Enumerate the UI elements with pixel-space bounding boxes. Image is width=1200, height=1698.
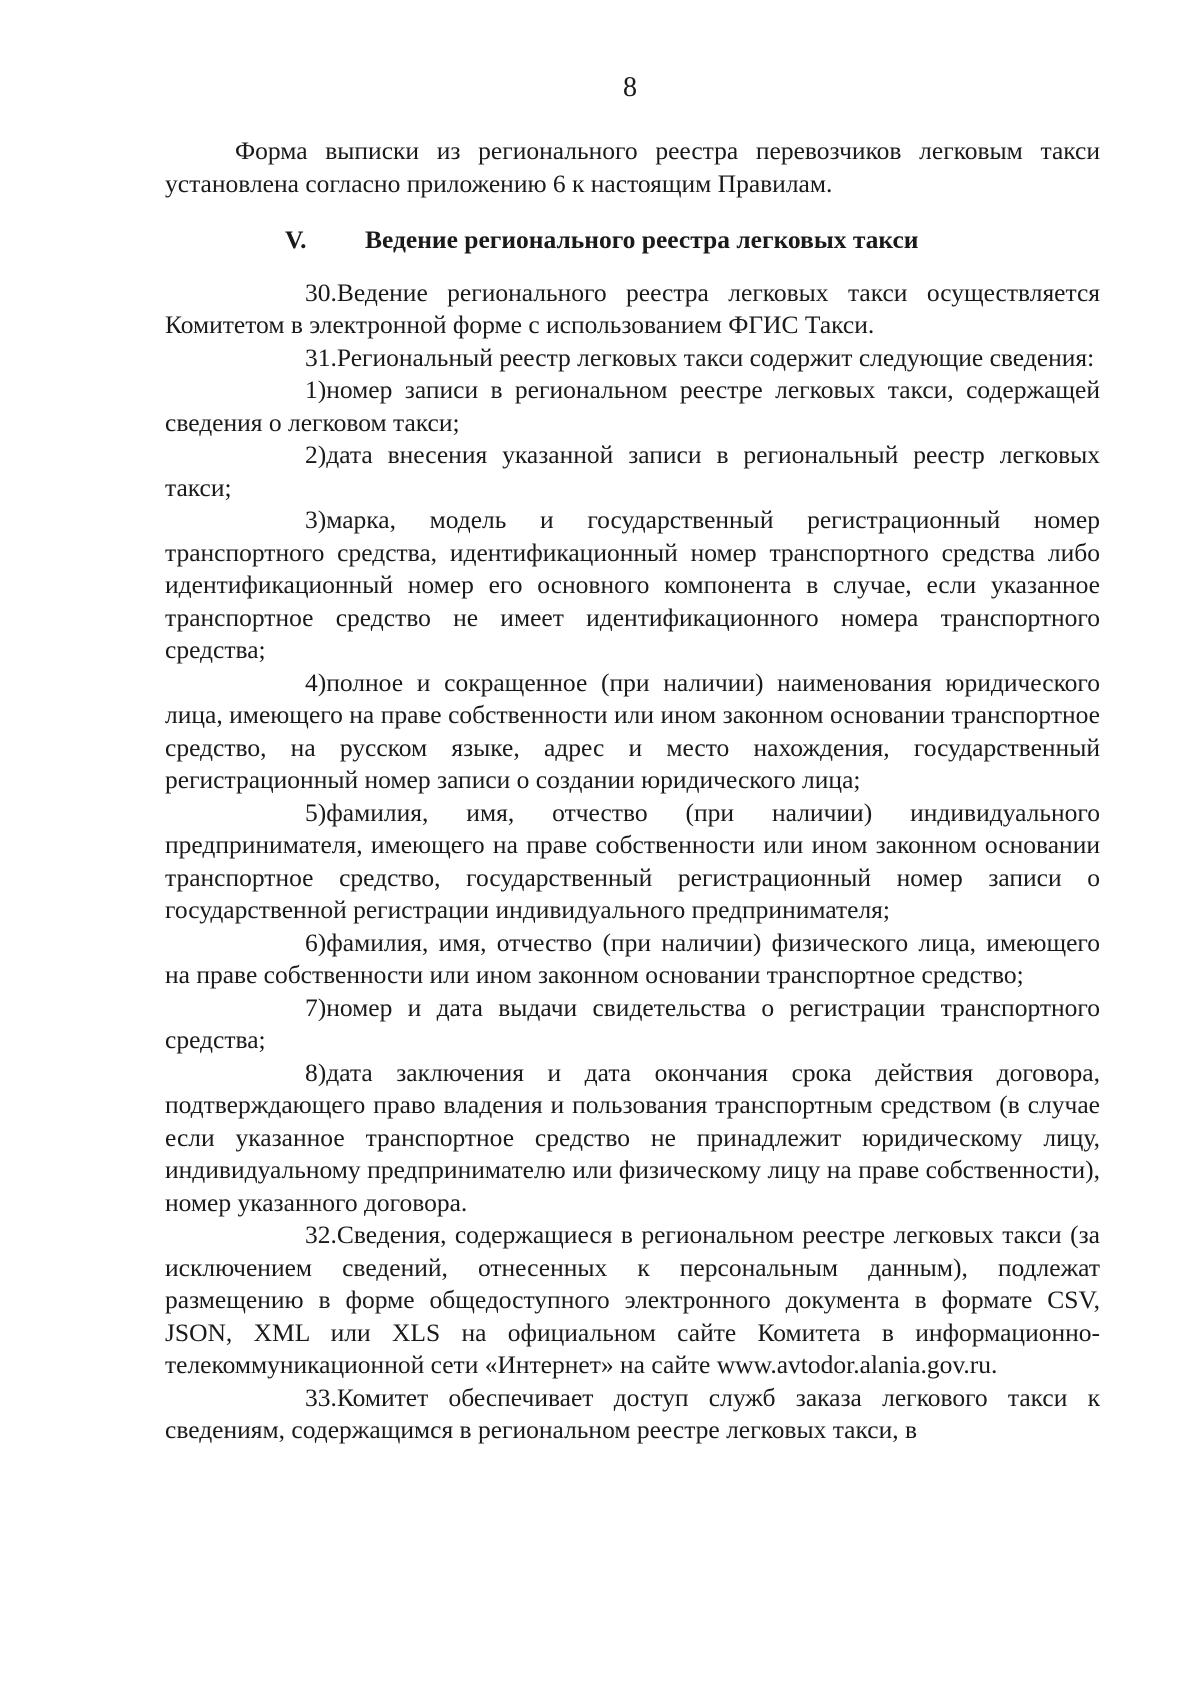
numbered-paragraph [165,1382,1100,1447]
paragraph-text: Ведение регионального реестра легковых такси осуществляется Комитетом в электронной форме с использованием ФГИС Такси. [165,277,1100,339]
paragraph-number: 5) [305,797,327,827]
paragraph-text: марка, модель и государственный регистрационный номер транспортного средства, идентификационный номер транспортного средства либо идентификационный номер его основного компонента в случае, если указанное транспортное средство не имеет идентификационного номера транспортного средства; [165,505,1100,664]
numbered-paragraph [165,1057,1100,1220]
paragraph-number: 30. [305,277,337,307]
document-body [165,135,1100,1447]
numbered-paragraph [165,667,1100,797]
numbered-paragraph [165,797,1100,927]
numbered-paragraph [165,277,1100,342]
numbered-paragraph [165,374,1100,439]
paragraph-number: 1) [305,375,327,404]
numbered-paragraph [165,927,1100,992]
paragraph-text: фамилия, имя, отчество (при наличии) индивидуального предпринимателя, имеющего на праве собственности или ином законном основании транспортное средство, государственный регистрационный номер записи о государственной регистрации индивидуального предпринимателя; [165,797,1100,924]
paragraph-number: 32. [305,1220,337,1249]
numbered-paragraph [165,1219,1100,1382]
section-title: Ведение регионального реестра легковых такси [365,225,919,254]
paragraph-number: 7) [305,992,327,1022]
paragraph-text: номер записи в региональном реестре легковых такси, содержащей сведения о легковом такси; [165,375,1100,437]
numbered-paragraph [165,342,1100,375]
paragraph-number: 33. [305,1382,337,1412]
paragraph-number: 2) [305,440,327,469]
paragraph-text: дата внесения указанной записи в региональный реестр легковых такси; [165,440,1100,502]
paragraph-text: Региональный реестр легковых такси содержит следующие сведения: [336,342,1095,372]
paragraph-list [165,277,1100,1447]
paragraph-number: 4) [305,667,327,697]
paragraph-text: полное и сокращенное (при наличии) наименования юридического лица, имеющего на праве собственности или ином законном основании транспортное средство, на русском языке, адрес и место нахождения, государственный регистрационный номер записи о создании юридического лица; [165,667,1100,794]
numbered-paragraph [165,504,1100,667]
paragraph-text: номер и дата выдачи свидетельства о регистрации транспортного средства; [165,992,1100,1054]
paragraph-number: 31. [305,342,337,372]
paragraph-number: 3) [305,505,327,534]
paragraph-number: 6) [305,927,327,957]
section-number: V. [285,225,307,254]
paragraph-text: фамилия, имя, отчество (при наличии) физического лица, имеющего на праве собственности или ином законном основании транспортное средство; [165,927,1100,989]
paragraph-text: Сведения, содержащиеся в региональном реестре легковых такси (за исключением сведений, отнесенных к персональным данным), подлежат размещению в форме общедоступного электронного документа в формате CSV, JSON, XML или XLS на официальном сайте Комитета в информационно-телекоммуникационной сети «Интернет» на сайте www.avtodor.alania.gov.ru. [165,1220,1100,1379]
intro-paragraph: Форма выписки из регионального реестра перевозчиков легковым такси установлена согласно приложению 6 к настоящим Правилам. [165,136,1100,198]
page-number: 8 [623,72,637,103]
paragraph-text: Комитет обеспечивает доступ служб заказа легкового такси к сведениям, содержащимся в региональном реестре легковых такси, в [165,1382,1100,1444]
section-heading [165,224,1100,257]
paragraph-number: 8) [305,1057,327,1087]
numbered-paragraph [165,992,1100,1057]
paragraph-text: дата заключения и дата окончания срока действия договора, подтверждающего право владения и пользования транспортным средством (в случае если указанное транспортное средство не принадлежит юридическому лицу, индивидуальному предпринимателю или физическому лицу на праве собственности), номер указанного договора. [165,1057,1100,1217]
numbered-paragraph [165,439,1100,504]
